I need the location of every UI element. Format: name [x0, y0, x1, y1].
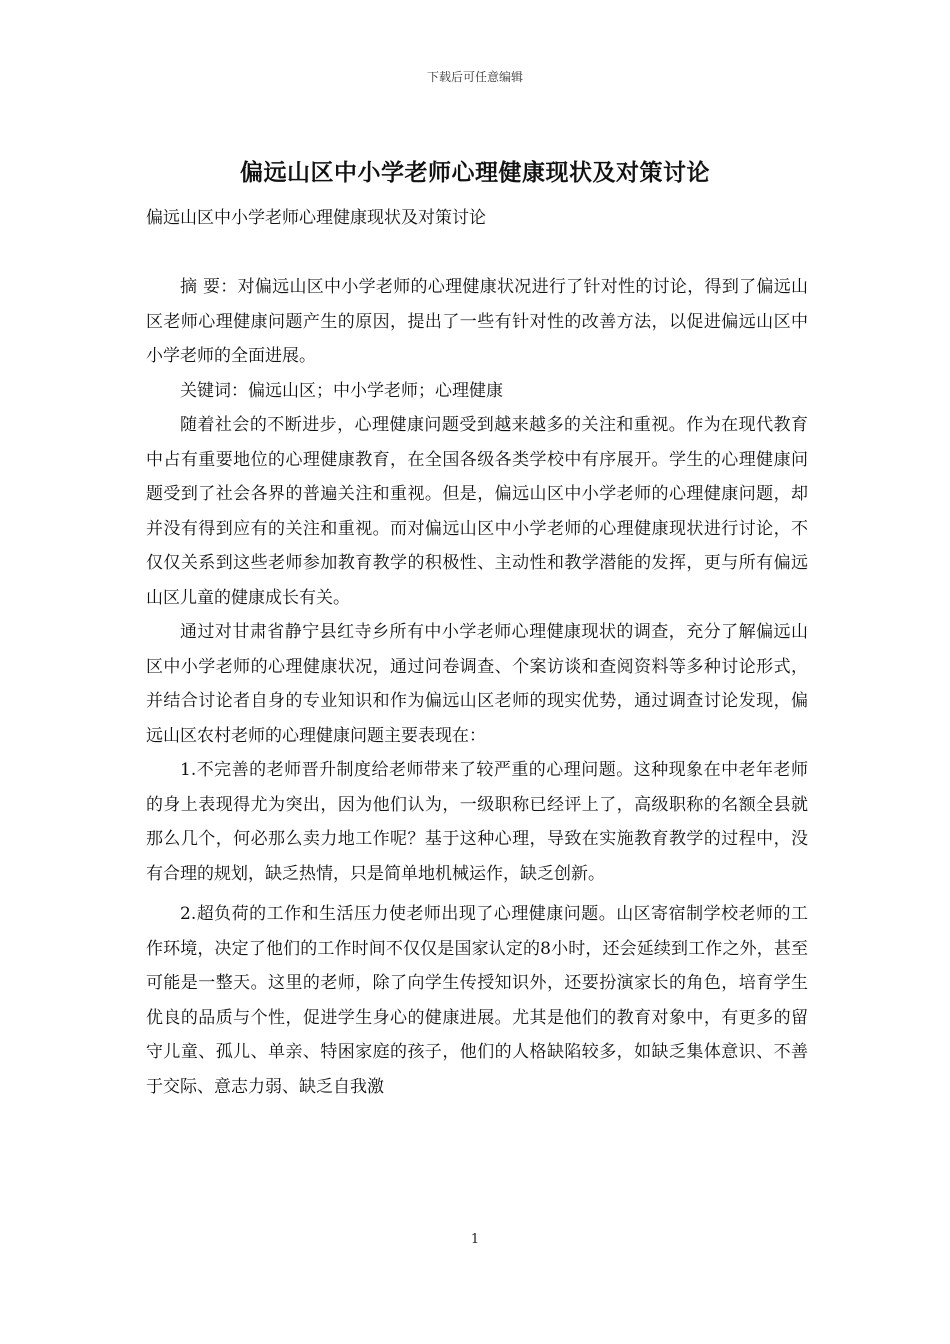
page-number: 1	[470, 1232, 480, 1247]
header-note: 下载后可任意编辑	[426, 70, 523, 84]
body-paragraph: 随着社会的不断进步，心理健康问题受到越来越多的关注和重视。作为在现代教育中占有重要地位的心理健康教育，在全国各级各类学校中有序展开。学生的心理健康问题受到了社会各界的普遍关注和重视。但是，偏远山区中小学老师的心理健康问题，却并没有得到应有的关注和重视。而对偏远山区中小学老师的心理健康现状进行讨论，不仅仅关系到这些老师参加教育教学的积极性、主动性和教学潜能的发挥，更与所有偏远山区儿童的健康成长有关。	[146, 415, 808, 608]
document-body	[146, 270, 808, 1104]
body-paragraph: 2.超负荷的工作和生活压力使老师出现了心理健康问题。山区寄宿制学校老师的工作环境，决定了他们的工作时间不仅仅是国家认定的8小时，还会延续到工作之外，甚至可能是一整天。这里的老师，除了向学生传授知识外，还要扮演家长的角色，培育学生优良的品质与个性，促进学生身心的健康进展。尤其是他们的教育对象中，有更多的留守儿童、孤儿、单亲、特困家庭的孩子，他们的人格缺陷较多，如缺乏集体意识、不善于交际、意志力弱、缺乏自我激	[146, 904, 808, 1097]
document-title: 偏远山区中小学老师心理健康现状及对策讨论	[240, 160, 710, 186]
body-paragraph: 通过对甘肃省静宁县红寺乡所有中小学老师心理健康现状的调查，充分了解偏远山区中小学老师的心理健康状况，通过问卷调查、个案访谈和查阅资料等多种讨论形式，并结合讨论者自身的专业知识和作为偏远山区老师的现实优势，通过调查讨论发现，偏远山区农村老师的心理健康问题主要表现在：	[146, 622, 808, 746]
keywords-paragraph: 关键词：偏远山区；中小学老师；心理健康	[180, 380, 503, 401]
document-subtitle: 偏远山区中小学老师心理健康现状及对策讨论	[146, 208, 486, 228]
abstract-paragraph: 摘 要：对偏远山区中小学老师的心理健康状况进行了针对性的讨论，得到了偏远山区老师心理健康问题产生的原因，提出了一些有针对性的改善方法，以促进偏远山区中小学老师的全面进展。	[146, 277, 808, 366]
body-paragraph: 1.不完善的老师晋升制度给老师带来了较严重的心理问题。这种现象在中老年老师的身上表现得尤为突出，因为他们认为，一级职称已经评上了，高级职称的名额全县就那么几个，何必那么卖力地工作呢？基于这种心理，导致在实施教育教学的过程中，没有合理的规划，缺乏热情，只是简单地机械运作，缺乏创新。	[146, 760, 808, 884]
